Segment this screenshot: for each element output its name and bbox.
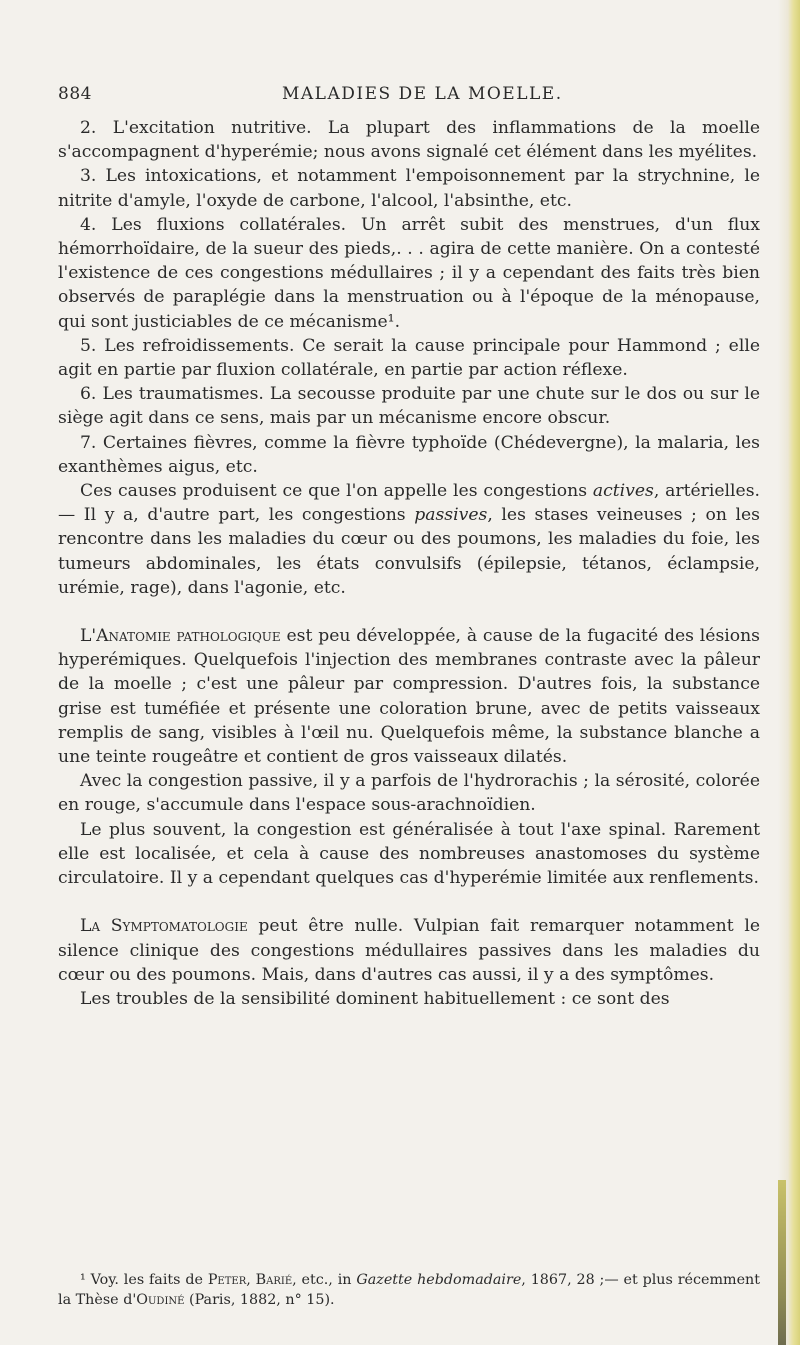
text-run: , etc., in [292,1272,357,1288]
page-number: 884 [58,84,92,104]
paragraph-cause-2: 2. L'excitation nutritive. La plupart des inflammations de la moelle s'accompagnent d'hyperémie; nous avons signalé cet élément dans les myélites. [58,118,760,163]
page-header [58,84,758,112]
page-body [58,116,760,1011]
text-run: , 1867, 28 ;— et plus récemment la Thèse d' [58,1272,760,1308]
section-lead-anatomy: L'Anatomie pathologique [80,626,281,647]
paragraph-anatomy-3: Le plus souvent, la congestion est généralisée à tout l'axe spinal. Rarement elle est localisée, et cela à cause des nombreuses anastomoses du système circulatoire. Il y a cependant quelques cas d'hyperémie limitée aux renflements. [58,819,760,889]
footnote [58,1270,760,1310]
text-run: (Paris, 1882, n° 15). [184,1292,335,1308]
paragraph-cause-6: 6. Les traumatismes. La secousse produite par une chute sur le dos ou sur le siège agit dans ce sens, mais par un mécanisme encore obscur. [58,384,760,429]
text-run: est peu développée, à cause de la fugacité des lésions hyperémiques. Quelquefois l'injection des membranes contraste avec la pâleur de la moelle ; c'est une pâleur par compression. D'autres fois, la substance grise est tuméfiée et présente une coloration brune, avec de petits vaisseaux remplis de sang, visibles à l'œil nu. Quelquefois même, la substance blanche a une teinte rougeâtre et contient de gros vaisseaux dilatés. [58,626,760,768]
paragraph-congestion-types [58,479,760,600]
page-edge-shadow [778,1180,786,1345]
emphasis-actives: actives [592,481,654,502]
emphasis-passives: passives [414,505,488,526]
text-run: , artérielles. — Il y a, d'autre part, les congestions [58,481,760,526]
paragraph-cause-3: 3. Les intoxications, et notamment l'empoisonnement par la strychnine, le nitrite d'amyle, l'oxyde de carbone, l'alcool, l'absinthe, etc. [58,166,760,211]
text-run: peut être nulle. Vulpian fait remarquer notamment le silence clinique des congestions médullaires passives dans les maladies du cœur ou des poumons. Mais, dans d'autres cas aussi, il y a des symptômes. [58,916,760,985]
paragraph-cause-7: 7. Certaines fièvres, comme la fièvre typhoïde (Chédevergne), la malaria, les exanthèmes aigus, etc. [58,432,760,477]
footnote-author2: Oudiné [136,1292,185,1308]
text-run: , les stases veineuses ; on les rencontre dans les maladies du cœur ou des poumons, les maladies du foie, les tumeurs abdominales, les états convulsifs (épilepsie, tétanos, éclampsie, urémie, rage), dans l'agonie, etc. [58,505,761,598]
paragraph-symptoms-2: Les troubles de la sensibilité dominent habituellement : ce sont des [80,988,670,1009]
page-edge [778,0,800,1345]
paragraph-symptoms [58,914,760,987]
footnote-text [58,1270,760,1310]
running-title: MALADIES DE LA MOELLE. [282,84,563,104]
paragraph-anatomy [58,624,760,769]
paragraph-cause-5: 5. Les refroidissements. Ce serait la cause principale pour Hammond ; elle agit en partie par fluxion collatérale, en partie par action réflexe. [58,335,760,381]
footnote-journal: Gazette hebdomadaire [356,1272,522,1288]
paragraph-anatomy-2: Avec la congestion passive, il y a parfois de l'hydrorachis ; la sérosité, colorée en rouge, s'accumule dans l'espace sous-arachnoïdien. [58,771,760,816]
text-run: ¹ Voy. les faits de [80,1272,208,1288]
section-lead-symptoms: La Symptomatologie [80,916,248,937]
footnote-authors: Peter, Barié [207,1272,293,1288]
paragraph-cause-4: 4. Les fluxions collatérales. Un arrêt subit des menstrues, d'un flux hémorrhoïdaire, de la sueur des pieds,. . . agira de cette manière. On a contesté l'existence de ces congestions médullaires ; il y a cependant des faits très bien observés de paraplégie dans la menstruation ou à l'époque de la ménopause, qui sont justiciables de ce mécanisme¹. [58,214,760,332]
text-run: Ces causes produisent ce que l'on appelle les congestions [80,481,593,502]
